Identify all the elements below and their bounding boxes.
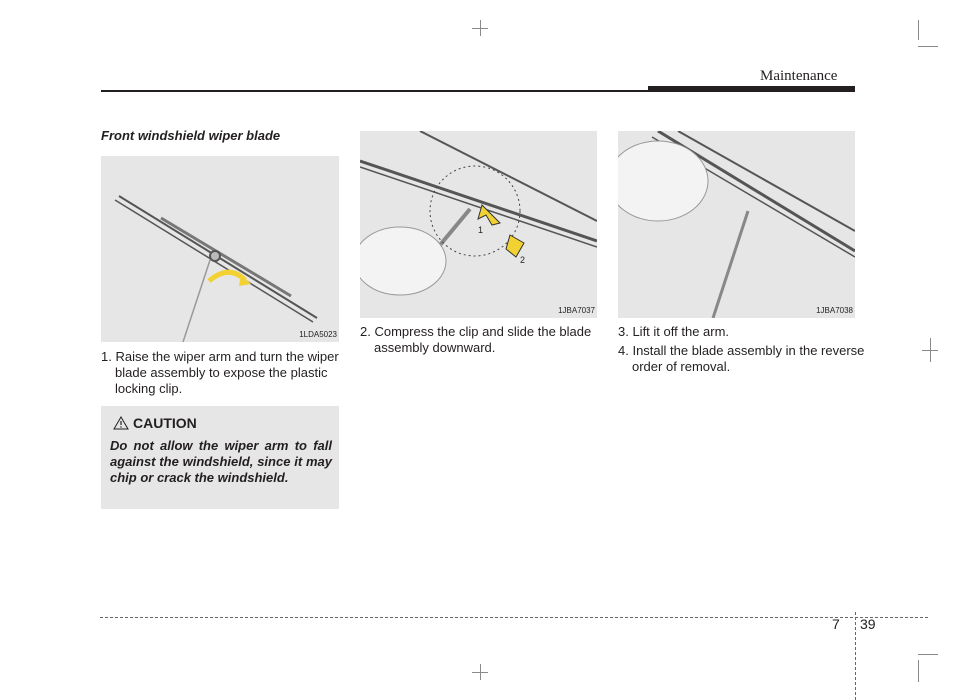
step-3: 3. Lift it off the arm. [618, 324, 730, 339]
warning-triangle-icon [113, 416, 129, 430]
crop-mark [918, 46, 938, 47]
figure-code: 1LDA5023 [299, 330, 337, 339]
hand [360, 227, 446, 295]
figure-2 [360, 131, 597, 318]
step-4: 4. Install the blade assembly in the reverse order of removal. [618, 343, 865, 374]
header-section-title: Maintenance [760, 68, 838, 84]
clip-compress-illustration [360, 131, 597, 318]
figure-3 [618, 131, 855, 318]
crop-mark [472, 28, 488, 29]
step-2: 2. Compress the clip and slide the blade assembly downward. [360, 324, 592, 355]
arrow-2-icon [506, 235, 524, 257]
chapter-number: 7 [832, 616, 840, 632]
figure-1 [101, 156, 339, 342]
crop-mark [922, 350, 938, 351]
page-number: 39 [860, 616, 876, 632]
subsection-heading: Front windshield wiper blade [101, 128, 281, 143]
caution-title: CAUTION [133, 415, 197, 431]
header-rule-thick [648, 86, 855, 92]
crop-mark [918, 20, 919, 40]
crop-mark [472, 672, 488, 673]
callout-2: 2 [520, 255, 526, 265]
rotate-arrow-icon [209, 272, 245, 281]
footer-rule [100, 617, 928, 618]
footer-divider [855, 612, 856, 700]
caution-text: Do not allow the wiper arm to fall against the windshield, since it may chip or crack the windshield. [110, 438, 332, 485]
crop-mark [918, 660, 919, 682]
header-rule [101, 90, 649, 92]
callout-1: 1 [478, 225, 484, 235]
figure-code: 1JBA7037 [558, 306, 595, 315]
lift-off-illustration [618, 131, 855, 318]
figure-code: 1JBA7038 [816, 306, 853, 315]
caution-box [101, 406, 339, 509]
step-1: 1. Raise the wiper arm and turn the wiper blade assembly to expose the plastic locking clip. [101, 349, 339, 396]
crop-mark [918, 654, 938, 655]
wiper-blade-illustration [101, 156, 339, 342]
